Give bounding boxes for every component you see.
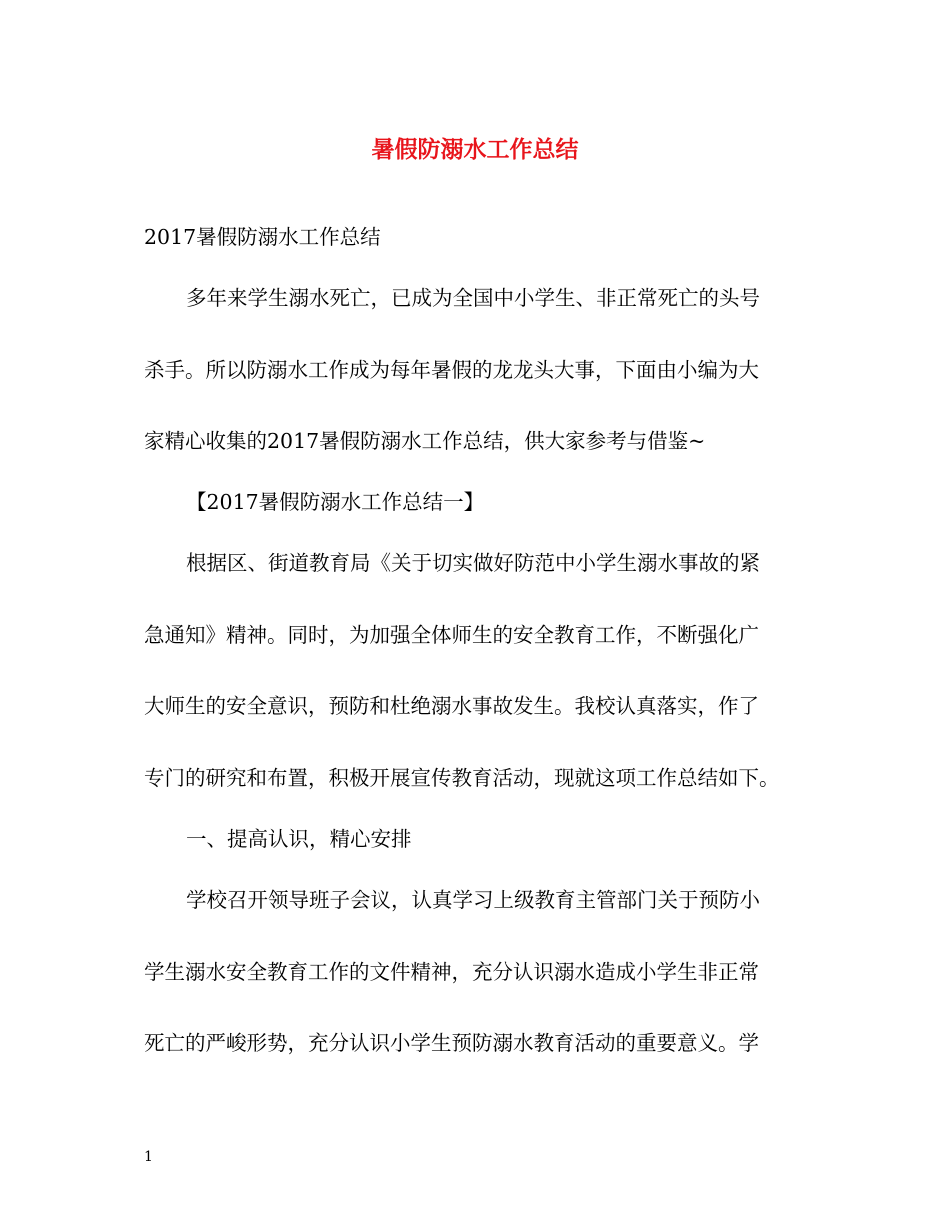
paragraph-line: 家精心收集的2017暑假防溺水工作总结，供大家参考与借鉴~ <box>144 429 706 453</box>
paragraph-line: 死亡的严峻形势，充分认识小学生预防溺水教育活动的重要意义。学 <box>144 1031 759 1055</box>
section-heading: 【2017暑假防溺水工作总结一】 <box>186 490 485 514</box>
paragraph-line: 学校召开领导班子会议，认真学习上级教育主管部门关于预防小 <box>186 888 760 912</box>
paragraph-line: 急通知》精神。同时，为加强全体师生的安全教育工作，不断强化广 <box>144 623 759 647</box>
paragraph-line: 大师生的安全意识，预防和杜绝溺水事故发生。我校认真落实，作了 <box>144 694 759 718</box>
paragraph-line: 多年来学生溺水死亡，已成为全国中小学生、非正常死亡的头号 <box>186 286 760 310</box>
paragraph-line: 专门的研究和布置，积极开展宣传教育活动，现就这项工作总结如下。 <box>144 766 780 790</box>
document-title: 暑假防溺水工作总结 <box>371 136 579 163</box>
paragraph-line: 杀手。所以防溺水工作成为每年暑假的龙龙头大事，下面由小编为大 <box>144 358 759 382</box>
paragraph-line: 根据区、街道教育局《关于切实做好防范中小学生溺水事故的紧 <box>186 551 760 575</box>
page-number: 1 <box>144 1149 153 1165</box>
section-heading: 一、提高认识，精心安排 <box>186 827 412 851</box>
paragraph-line: 学生溺水安全教育工作的文件精神，充分认识溺水造成小学生非正常 <box>144 960 759 984</box>
subtitle-line: 2017暑假防溺水工作总结 <box>144 225 381 249</box>
